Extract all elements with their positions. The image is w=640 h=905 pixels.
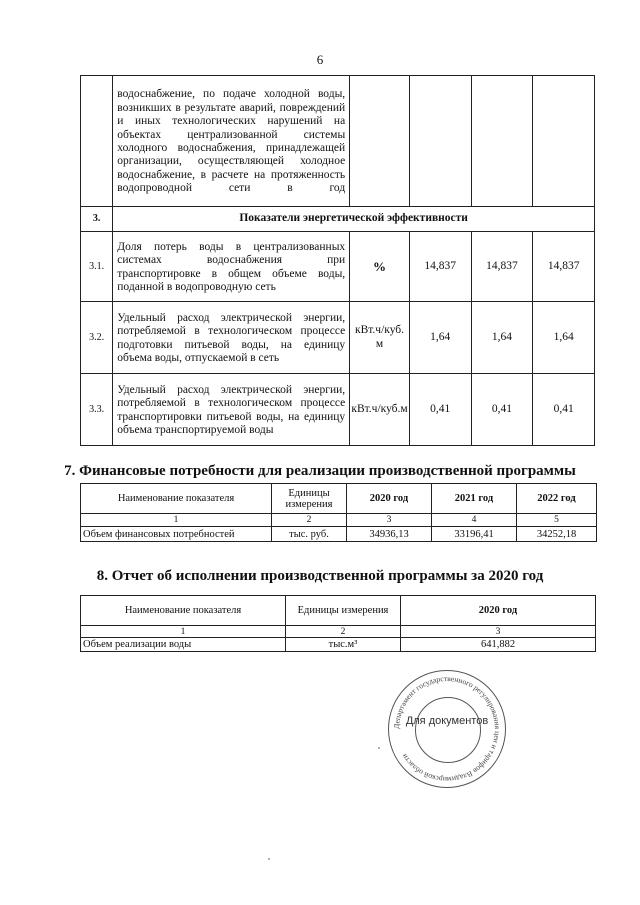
value-2021: 14,837: [471, 232, 533, 302]
col-2021-header: 2021 год: [432, 484, 517, 514]
table-row: [81, 76, 595, 207]
row-number: 3.2.: [81, 302, 113, 374]
table-row: [81, 374, 595, 446]
official-stamp: [388, 670, 506, 788]
scan-speck: [378, 747, 380, 749]
section-header-row: [81, 207, 595, 232]
value-2021: 1,64: [471, 302, 533, 374]
index-row: 1 2 3: [81, 626, 596, 638]
page-number: 6: [316, 52, 324, 67]
unit-cell: тыс.м³: [286, 638, 401, 652]
row-number: 3.1.: [81, 232, 113, 302]
row-number: 3.3.: [81, 374, 113, 446]
col-2020-header: 2020 год: [347, 484, 432, 514]
value-2020: 1,64: [409, 302, 471, 374]
table-row: [81, 638, 596, 652]
table-row: [81, 302, 595, 374]
stamp-center-text: Для документов: [405, 715, 489, 727]
energy-efficiency-table: [80, 75, 595, 446]
unit-cell: кВт.ч/куб. м: [350, 302, 410, 374]
col-2022-header: 2022 год: [517, 484, 597, 514]
index-row: 1 2 3 4 5: [81, 514, 597, 527]
section-number: 3.: [81, 207, 113, 232]
scan-speck: [268, 858, 270, 860]
section-8-heading: 8. Отчет об исполнении производственной программы за 2020 год: [96, 568, 544, 584]
row-number-cell: [81, 76, 113, 207]
value-2022: 34252,18: [517, 527, 597, 542]
col-unit-header: Единицы измерения: [272, 484, 347, 514]
col-name-header: Наименование показателя: [81, 596, 286, 626]
indicator-name: Объем реализации воды: [81, 638, 286, 652]
value-2021: 0,41: [471, 374, 533, 446]
financial-needs-table: [80, 483, 597, 542]
stamp-ring-text: Департамент государственного регулирования цен и тарифов Владимирской области: [391, 673, 503, 785]
value-2020: 641,882: [401, 638, 596, 652]
section-title: Показатели энергетической эффективности: [113, 207, 595, 232]
col-2020-header: 2020 год: [401, 596, 596, 626]
value-2021: 33196,41: [432, 527, 517, 542]
header-row: [81, 484, 597, 514]
indicator-name: Объем финансовых потребностей: [81, 527, 272, 542]
value-2020: 0,41: [409, 374, 471, 446]
header-row: [81, 596, 596, 626]
unit-cell: %: [350, 232, 410, 302]
value-2020: 34936,13: [347, 527, 432, 542]
col-name-header: Наименование показателя: [81, 484, 272, 514]
unit-cell: кВт.ч/куб.м: [350, 374, 410, 446]
value-2022: 14,837: [533, 232, 595, 302]
value-2020: 14,837: [409, 232, 471, 302]
value-2022: 1,64: [533, 302, 595, 374]
indicator-name: Удельный расход электрической энергии, потребляемой в технологическом процессе подготовки питьевой воды, на единицу объема воды, отпускаемой в сеть: [113, 302, 350, 374]
table-row: [81, 527, 597, 542]
indicator-name: Удельный расход электрической энергии, потребляемой в технологическом процессе транспортировки питьевой воды, на единицу объема транспортируемой воды: [113, 374, 350, 446]
value-2022: 0,41: [533, 374, 595, 446]
col-unit-header: Единицы измерения: [286, 596, 401, 626]
continued-description-cell: водоснабжение, по подаче холодной воды, возникших в результате аварий, повреждений и иных технологических нарушений на объектах централизованной системы холодного водоснабжения, принадлежащей организации, осуществляющей холодное водоснабжение, в расчете на протяженность водопроводной сети в год: [113, 76, 350, 207]
section-7-heading: 7. Финансовые потребности для реализации производственной программы: [64, 463, 576, 479]
program-report-table: [80, 595, 596, 652]
indicator-name: Доля потерь воды в централизованных системах водоснабжения при транспортировке в общем объеме воды, поданной в водопроводную сеть: [113, 232, 350, 302]
table-row: [81, 232, 595, 302]
unit-cell: тыс. руб.: [272, 527, 347, 542]
